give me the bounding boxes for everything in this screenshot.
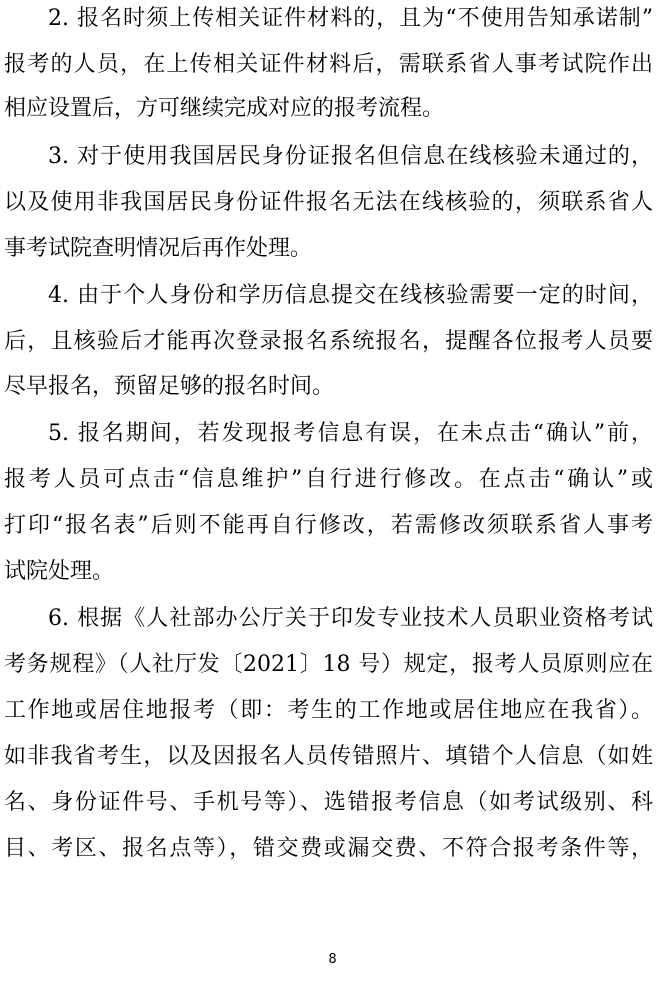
paragraph-5-line-2: 报考人员可点击“信息维护”自行进行修改。在点击“确认”或 [4, 467, 653, 492]
paragraph-3-line-2: 以及使用非我国居民身份证件报名无法在线核验的，须联系省人 [4, 190, 653, 215]
paragraph-2-line-3: 相应设置后，方可继续完成对应的报考流程。 [4, 96, 445, 121]
paragraph-6-line-6: 目、考区、报名点等），错交费或漏交费、不符合报考条件等， [4, 836, 653, 861]
paragraph-2-line-2: 报考的人员，在上传相关证件材料后，需联系省人事考试院作出 [4, 52, 653, 77]
paragraph-3-line-1: 3. 对于使用我国居民身份证报名但信息在线核验未通过的， [48, 144, 653, 169]
paragraph-4-line-1: 4. 由于个人身份和学历信息提交在线核验需要一定的时间， [48, 283, 653, 308]
paragraph-3-line-3: 事考试院查明情况后再作处理。 [4, 236, 313, 261]
paragraph-6-line-5: 名、身份证件号、手机号等）、选错报考信息（如考试级别、科 [4, 790, 653, 815]
paragraph-6-line-2: 考务规程》（人社厅发〔2021〕18 号）规定，报考人员原则应在 [4, 652, 653, 677]
paragraph-6-line-3: 工作地或居住地报考（即：考生的工作地或居住地应在我省）。 [4, 698, 653, 723]
paragraph-4-line-2: 后，且核验后才能再次登录报名系统报名，提醒各位报考人员要 [4, 329, 653, 354]
paragraph-2-line-1: 2. 报名时须上传相关证件材料的，且为“不使用告知承诺制” [48, 6, 653, 31]
paragraph-4-line-3: 尽早报名，预留足够的报名时间。 [4, 374, 335, 399]
paragraph-5-line-1: 5. 报名期间，若发现报考信息有误，在未点击“确认”前， [48, 421, 653, 446]
paragraph-5-line-4: 试院处理。 [4, 559, 115, 584]
paragraph-5-line-3: 打印“报名表”后则不能再自行修改，若需修改须联系省人事考 [4, 513, 653, 538]
paragraph-6-line-4: 如非我省考生，以及因报名人员传错照片、填错个人信息（如姓 [4, 744, 653, 769]
paragraph-6-line-1: 6. 根据《人社部办公厅关于印发专业技术人员职业资格考试 [48, 606, 653, 631]
page-number: 8 [328, 952, 337, 967]
